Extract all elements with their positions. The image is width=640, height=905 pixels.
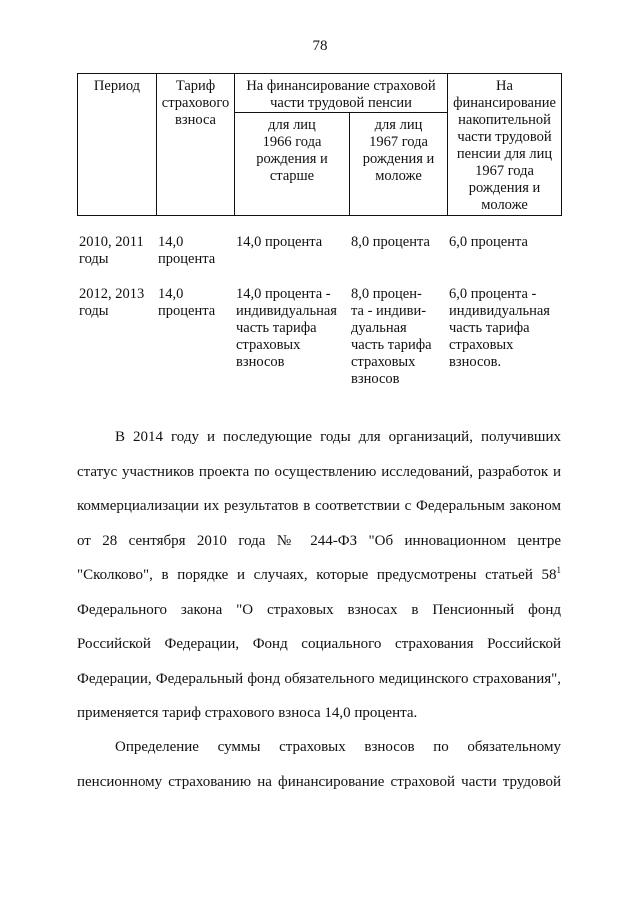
header-older: для лиц 1966 года рождения и старше <box>235 113 350 216</box>
text-line <box>77 558 561 593</box>
cell-younger: 8,0 процента <box>351 234 430 250</box>
table-row <box>77 234 561 286</box>
text-line: применяется тариф страхового взноса 14,0 процента. <box>77 705 418 721</box>
table-body <box>77 234 561 388</box>
text-line: В 2014 году и последующие годы для организаций, получивших <box>115 429 561 445</box>
text-line-content: "Сколково", в порядке и случаях, которые предусмотрены статьей 58 <box>77 567 557 583</box>
cell-tariff: 14,0 процента <box>158 286 216 319</box>
cell-older: 14,0 процента <box>236 234 323 250</box>
header-funded-part: На финансирование накопительной части трудовой пенсии для лиц 1967 года рождения и моложе <box>448 74 562 216</box>
cell-period: 2010, 2011 годы <box>79 234 144 267</box>
table-row <box>77 286 561 388</box>
text-line: Федерации, Федеральный фонд обязательного медицинского страхования", <box>77 670 561 687</box>
text-line: статус участников проекта по осуществлению исследований, разработок и <box>77 463 561 480</box>
header-insurance-part: На финансирование страховой части трудовой пенсии <box>235 74 448 113</box>
text-line: от 28 сентября 2010 года № 244-ФЗ "Об инновационном центре <box>77 532 561 549</box>
footnote-superscript: 1 <box>556 565 561 575</box>
cell-period: 2012, 2013 годы <box>79 286 145 319</box>
text-line: пенсионному страхованию на финансирование страховой части трудовой <box>77 773 561 790</box>
table-header <box>77 73 562 216</box>
paragraph-skolkovo <box>77 420 561 731</box>
paragraph-definition <box>77 730 561 799</box>
text-line: Определение суммы страховых взносов по обязательному <box>115 739 561 755</box>
text-line: Российской Федерации, Фонд социального страхования Российской <box>77 636 561 652</box>
cell-older: 14,0 процента - индивидуальная часть тарифа страховых взносов <box>236 286 337 370</box>
cell-funded: 6,0 процента <box>449 234 528 250</box>
header-younger: для лиц 1967 года рождения и моложе <box>350 113 448 216</box>
header-period: Период <box>78 74 157 216</box>
text-line: коммерциализации их результатов в соответствии с Федеральным законом <box>77 498 561 514</box>
page-number: 78 <box>312 38 328 54</box>
cell-younger: 8,0 процен- та - индиви- дуальная часть тарифа страховых взносов <box>351 286 432 387</box>
cell-tariff: 14,0 процента <box>158 234 216 267</box>
header-tariff: Тариф страхового взноса <box>157 74 235 216</box>
text-line: Федерального закона "О страховых взносах в Пенсионный фонд <box>77 601 561 618</box>
cell-funded: 6,0 процента - индивидуальная часть тарифа страховых взносов. <box>449 286 550 370</box>
